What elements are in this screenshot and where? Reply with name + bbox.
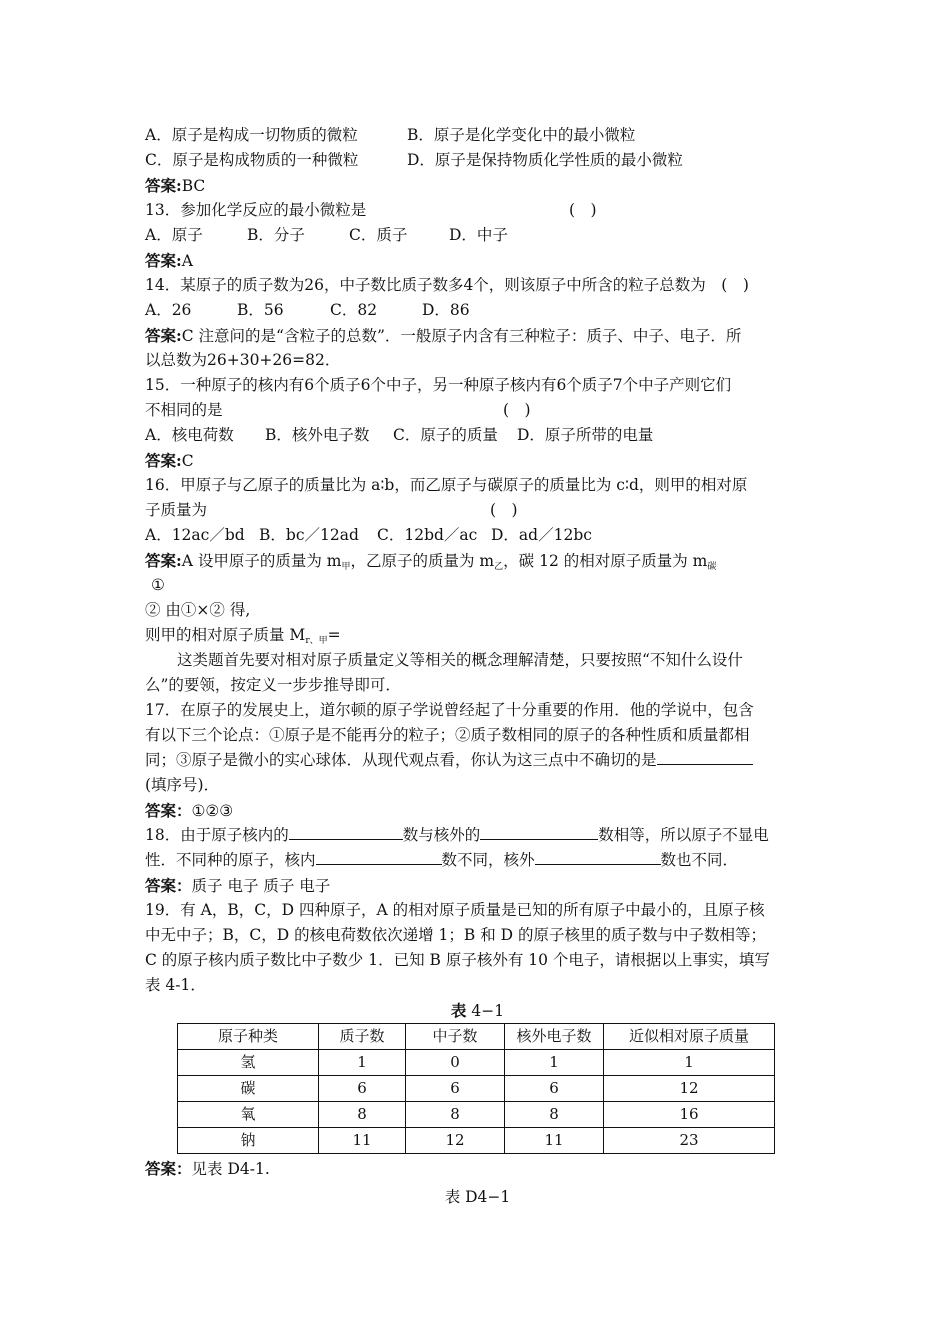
q13-option-a: A．原子: [145, 226, 203, 244]
fill-blank: [657, 748, 753, 765]
q16-line3-text: 则甲的相对原子质量 M: [145, 626, 306, 644]
q19-line2: 中无中子；B，C，D 的核电荷数依次递增 1；B 和 D 的原子核里的质子数与中子数相等；: [145, 926, 766, 944]
table-cell: 6: [406, 1076, 505, 1102]
q18-line2: [145, 848, 810, 873]
q14-option-c: C．82: [330, 301, 378, 319]
subscript-tan: 碳: [707, 562, 717, 572]
q15-option-a: A．核电荷数: [145, 426, 234, 444]
q19-answer: [145, 1156, 810, 1181]
table-row: [178, 1076, 775, 1102]
q15-stem-line1: 15．一种原子的核内有6个质子6个中子，另一种原子核内有6个质子7个中子产则它们: [145, 376, 732, 394]
table-cell: 11: [319, 1128, 406, 1154]
q13-paren: ( ): [569, 201, 597, 219]
table-cell: 16: [604, 1102, 775, 1128]
q16-option-d: D．ad／12bc: [491, 526, 592, 544]
answer-text: BC: [181, 177, 206, 195]
fill-blank: [289, 823, 403, 840]
q16-explanation-line1: 这类题首先要对相对原子质量定义等相关的概念理解清楚，只要按照“不知什么设什: [177, 651, 743, 669]
table-cell: 钠: [178, 1128, 319, 1154]
q14-option-b: B．56: [237, 301, 284, 319]
q17-line4: (填序号)．: [145, 776, 220, 794]
q19-line3: C 的原子核内质子数比中子数少 1．已知 B 原子核外有 10 个电子，请根据以上事实，填写: [145, 951, 770, 969]
table-cell: 1: [604, 1050, 775, 1076]
q16-stem-line2: [145, 498, 810, 523]
q12-options-row2: [145, 148, 810, 173]
answer-text-c: ，碳 12 的相对原子质量为 m: [503, 552, 708, 570]
answer-label: 答案:: [145, 551, 182, 570]
table-cell: 8: [406, 1102, 505, 1128]
answer-label: 答案:: [145, 176, 182, 195]
answer-label: 答案：: [145, 876, 192, 895]
q16-line3-eq: =: [327, 626, 341, 644]
table-cell: 11: [505, 1128, 604, 1154]
q16-equation-line2: ② 由①×② 得,: [145, 601, 251, 619]
table-caption-prefix: 表: [450, 1001, 467, 1020]
q17-line2: 有以下三个论点：①原子是不能再分的粒子；②质子数相同的原子的各种性质和质量都相: [145, 726, 750, 744]
q17-answer: [145, 798, 810, 823]
q14-answer-cont: 以总数为26+30+26=82．: [145, 351, 341, 369]
table-caption: [145, 998, 810, 1023]
q16-stem-line1: 16．甲原子与乙原子的质量比为 a∶b，而乙原子与碳原子的质量比为 c∶d，则甲的相对原: [145, 476, 748, 494]
q17-line3-text: 同；③原子是微小的实心球体．从现代观点看，你认为这三点中不确切的是: [145, 751, 657, 769]
q16-equation-line3: [145, 623, 810, 648]
table-cell: 1: [319, 1050, 406, 1076]
q12-option-c: C．原子是构成物质的一种微粒: [145, 151, 359, 169]
table-header-row: [178, 1024, 775, 1050]
answer-text: 质子 电子 质子 电子: [191, 877, 331, 895]
table-cell: 1: [505, 1050, 604, 1076]
q16-explanation-line2: 么”的要领，按定义一步步推导即可．: [145, 676, 401, 694]
table-cell: 8: [319, 1102, 406, 1128]
q13-stem-text: 13．参加化学反应的最小微粒是: [145, 201, 367, 219]
q17-line1: 17．在原子的发展史上，道尔顿的原子学说曾经起了十分重要的作用．他的学说中，包含: [145, 701, 754, 719]
table-cell: 碳: [178, 1076, 319, 1102]
q16-paren: ( ): [490, 501, 518, 519]
table-header-cell: 中子数: [406, 1024, 505, 1050]
q15-option-d: D．原子所带的电量: [517, 426, 654, 444]
table-cell: 8: [505, 1102, 604, 1128]
q18-text-f: 数也不同．: [660, 851, 739, 869]
table-header-cell: 核外电子数: [505, 1024, 604, 1050]
table-cell: 12: [406, 1128, 505, 1154]
q14-option-d: D．86: [422, 301, 470, 319]
answer-text-b: ，乙原子的质量为 m: [350, 552, 495, 570]
q18-text-a: 18．由于原子核内的: [145, 826, 289, 844]
table-cell: 氧: [178, 1102, 319, 1128]
q19-line4: 表 4-1．: [145, 976, 206, 994]
fill-blank: [316, 848, 442, 865]
q14-options: [145, 298, 810, 323]
answer-text: C 注意问的是“含粒子的总数”．一般原子内含有三种粒子：质子、中子、电子．所: [181, 327, 742, 345]
q13-option-d: D．中子: [449, 226, 508, 244]
answer-label: 答案:: [145, 451, 182, 470]
q18-text-e: 数不同，核外: [441, 851, 535, 869]
q14-option-a: A．26: [145, 301, 192, 319]
table-cell: 6: [505, 1076, 604, 1102]
q12-option-d: D．原子是保持物质化学性质的最小微粒: [407, 151, 683, 169]
document-page: [145, 123, 810, 1210]
q16-stem-text: 子质量为: [145, 501, 208, 519]
q16-equation-mark-1: ①: [151, 576, 165, 594]
q15-paren: ( ): [503, 401, 531, 419]
answer-label: 答案:: [145, 251, 182, 270]
q16-answer: [145, 548, 810, 573]
q13-option-b: B．分子: [247, 226, 305, 244]
table-cell: 23: [604, 1128, 775, 1154]
fill-blank: [535, 848, 661, 865]
subscript-yi: 乙: [494, 562, 504, 572]
q15-options: [145, 423, 810, 448]
table-cell: 6: [319, 1076, 406, 1102]
q12-answer: [145, 173, 810, 198]
answer-label: 答案：: [145, 801, 192, 820]
subscript-jia: 甲: [341, 562, 351, 572]
q16-option-b: B．bc／12ad: [259, 526, 359, 544]
answer-text-a: A 设甲原子的质量为 m: [181, 552, 342, 570]
answer-label: 答案:: [145, 326, 182, 345]
table-header-cell: 近似相对原子质量: [604, 1024, 775, 1050]
q16-options: [145, 523, 810, 548]
q18-line1: [145, 823, 810, 848]
q12-option-a: A．原子是构成一切物质的微粒: [145, 126, 358, 144]
table-row: [178, 1128, 775, 1154]
q16-option-c: C．12bd／ac: [377, 526, 478, 544]
q15-stem-line2: [145, 398, 810, 423]
table-cell: 0: [406, 1050, 505, 1076]
q15-option-b: B．核外电子数: [265, 426, 370, 444]
table-row: [178, 1102, 775, 1128]
table-header-cell: 质子数: [319, 1024, 406, 1050]
q18-text-c: 数相等，所以原子不显电: [598, 826, 769, 844]
q18-answer: [145, 873, 810, 898]
table-caption-number: 4−1: [466, 1002, 505, 1020]
q13-option-c: C．质子: [349, 226, 408, 244]
fill-blank: [480, 823, 598, 840]
q17-line3: [145, 748, 810, 773]
atom-table: [177, 1023, 775, 1154]
q15-stem-text: 不相同的是: [145, 401, 223, 419]
table-cell: 12: [604, 1076, 775, 1102]
q18-text-b: 数与核外的: [402, 826, 481, 844]
answer-text: ①②③: [191, 802, 234, 820]
q16-option-a: A．12ac／bd: [145, 526, 245, 544]
q13-answer: [145, 248, 810, 273]
q15-answer: [145, 448, 810, 473]
q19-line1: 19．有 A，B，C，D 四种原子，A 的相对原子质量是已知的所有原子中最小的，且原子核: [145, 901, 765, 919]
answer-text: A: [181, 252, 193, 270]
q14-stem: 14．某原子的质子数为26，中子数比质子数多4个，则该原子中所含的粒子总数为 ( ): [145, 276, 749, 294]
table-row: [178, 1050, 775, 1076]
q18-text-d: 性．不同种的原子，核内: [145, 851, 316, 869]
table-cell: 氢: [178, 1050, 319, 1076]
subscript-r-jia: r、甲: [305, 636, 328, 646]
q13-stem: [145, 198, 810, 223]
table-header-cell: 原子种类: [178, 1024, 319, 1050]
q15-option-c: C．原子的质量: [393, 426, 498, 444]
answer-label: 答案：: [145, 1159, 192, 1178]
table2-caption: 表 D4−1: [444, 1188, 511, 1206]
q14-answer: [145, 323, 810, 348]
q13-options: [145, 223, 810, 248]
answer-text: 见表 D4-1.: [191, 1160, 270, 1178]
q12-options-row1: [145, 123, 810, 148]
q12-option-b: B．原子是化学变化中的最小微粒: [407, 126, 636, 144]
answer-text: C: [181, 452, 194, 470]
